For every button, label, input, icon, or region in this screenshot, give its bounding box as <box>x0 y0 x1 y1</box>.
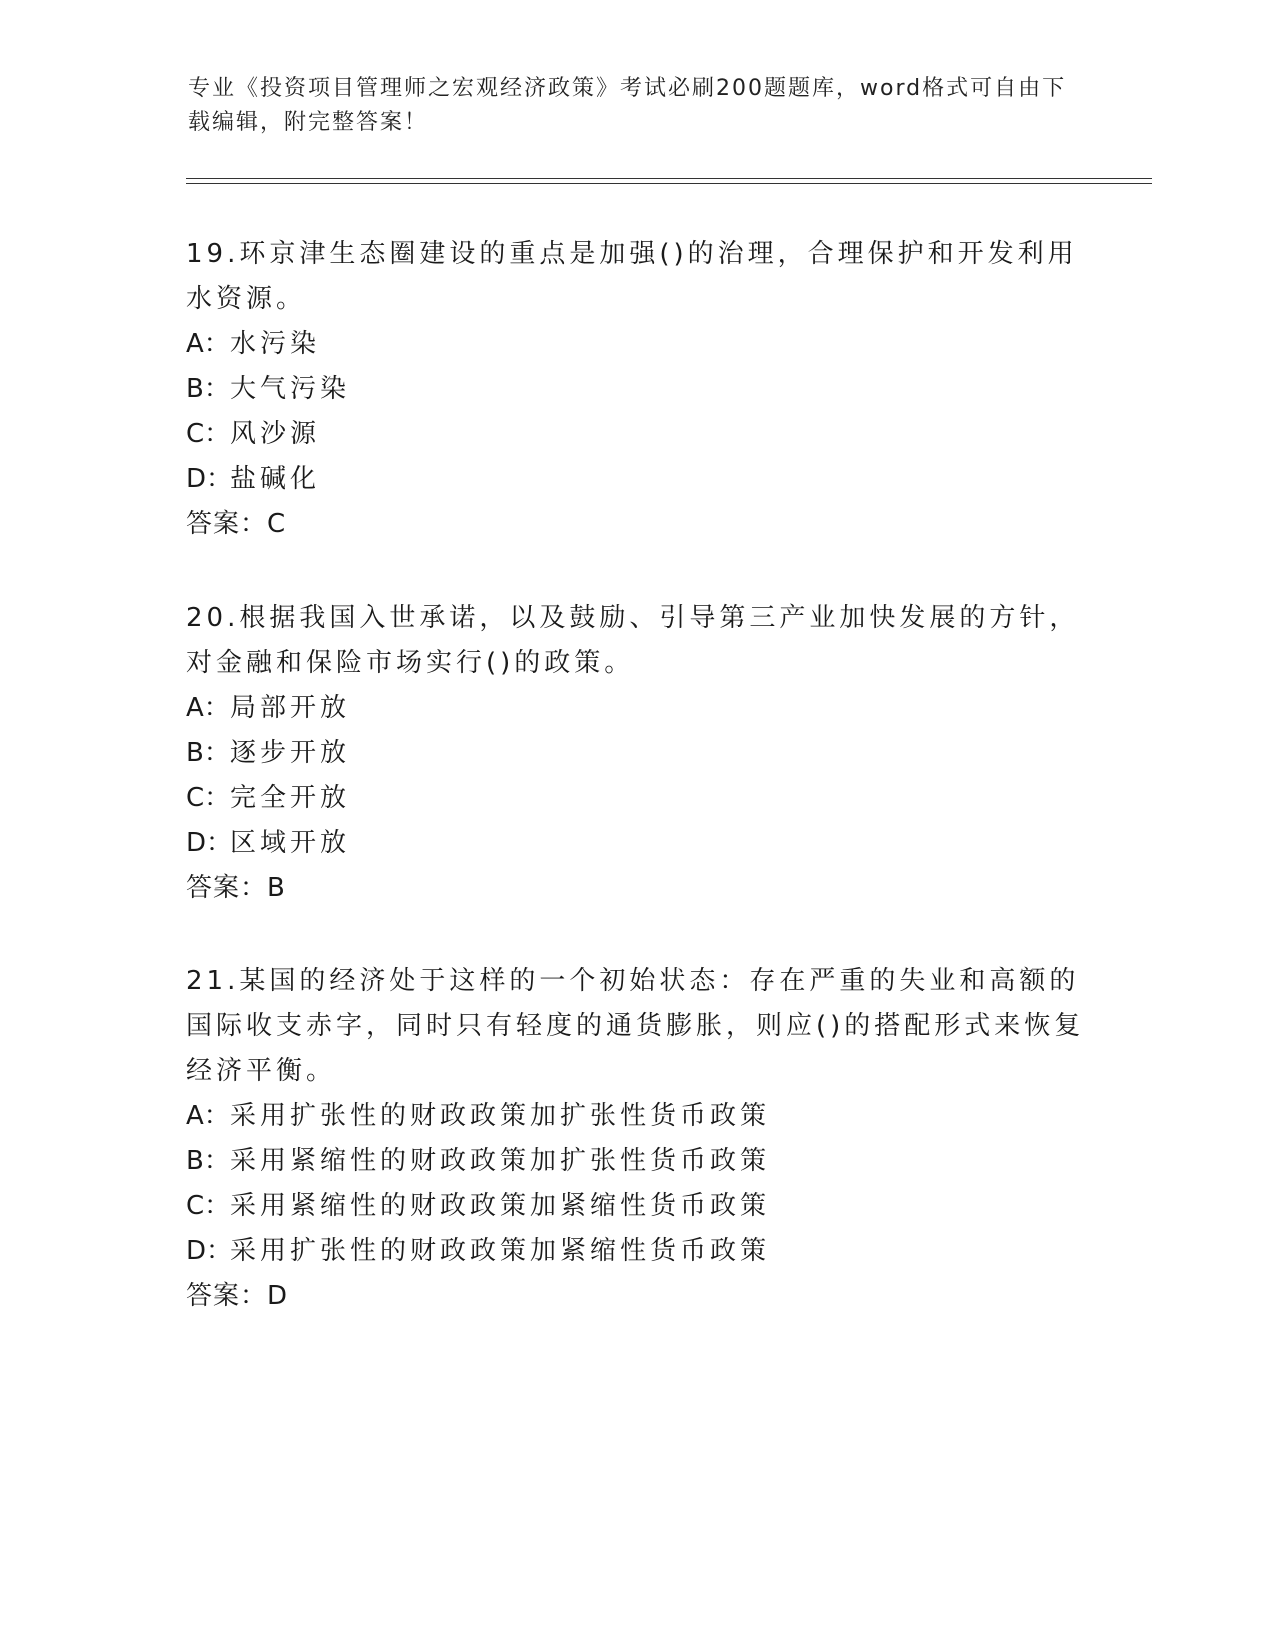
option-text: 局部开放 <box>230 693 351 723</box>
option-key: B： <box>186 738 230 768</box>
option-text: 采用扩张性的财政政策加紧缩性货币政策 <box>230 1236 771 1266</box>
option-text: 完全开放 <box>230 783 351 813</box>
question-stem: 21.某国的经济处于这样的一个初始状态：存在严重的失业和高额的国际收支赤字，同时只有轻度的通货膨胀，则应()的搭配形式来恢复经济平衡。 <box>186 966 1085 1086</box>
option-key: D： <box>186 828 233 858</box>
option-text: 大气污染 <box>230 374 351 404</box>
document-header: 专业《投资项目管理师之宏观经济政策》考试必刷200题题库，word格式可自由下载编辑，附完整答案！ <box>188 76 1067 135</box>
option-c <box>186 776 1086 821</box>
option-text: 风沙源 <box>230 419 321 449</box>
header-divider-top <box>186 178 1152 179</box>
question-19 <box>186 232 1086 547</box>
option-a <box>186 686 1086 731</box>
option-text: 采用扩张性的财政政策加扩张性货币政策 <box>230 1101 771 1131</box>
option-text: 逐步开放 <box>230 738 351 768</box>
answer: 答案：B <box>186 873 286 903</box>
option-d <box>186 457 1086 502</box>
option-key: D： <box>186 1236 233 1266</box>
option-key: C： <box>186 783 231 813</box>
option-key: B： <box>186 374 230 404</box>
option-b <box>186 367 1086 412</box>
option-d <box>186 821 1086 866</box>
option-a <box>186 322 1086 367</box>
option-key: A： <box>186 329 230 359</box>
question-20 <box>186 596 1086 911</box>
option-text: 采用紧缩性的财政政策加紧缩性货币政策 <box>230 1191 771 1221</box>
option-key: C： <box>186 1191 231 1221</box>
option-key: D： <box>186 464 233 494</box>
option-c <box>186 412 1086 457</box>
question-stem: 20.根据我国入世承诺，以及鼓励、引导第三产业加快发展的方针，对金融和保险市场实行()的政策。 <box>186 603 1080 678</box>
option-text: 区域开放 <box>230 828 351 858</box>
option-key: C： <box>186 419 231 449</box>
option-b <box>186 1139 1086 1184</box>
header-divider-bottom <box>186 183 1152 184</box>
question-21 <box>186 959 1086 1319</box>
answer: 答案：C <box>186 509 287 539</box>
option-b <box>186 731 1086 776</box>
option-c <box>186 1184 1086 1229</box>
option-text: 盐碱化 <box>230 464 321 494</box>
option-key: A： <box>186 1101 230 1131</box>
option-text: 采用紧缩性的财政政策加扩张性货币政策 <box>230 1146 771 1176</box>
option-text: 水污染 <box>230 329 321 359</box>
option-key: B： <box>186 1146 230 1176</box>
option-a <box>186 1094 1086 1139</box>
answer: 答案：D <box>186 1281 289 1311</box>
question-stem: 19.环京津生态圈建设的重点是加强()的治理，合理保护和开发利用水资源。 <box>186 239 1078 314</box>
option-key: A： <box>186 693 230 723</box>
option-d <box>186 1229 1086 1274</box>
